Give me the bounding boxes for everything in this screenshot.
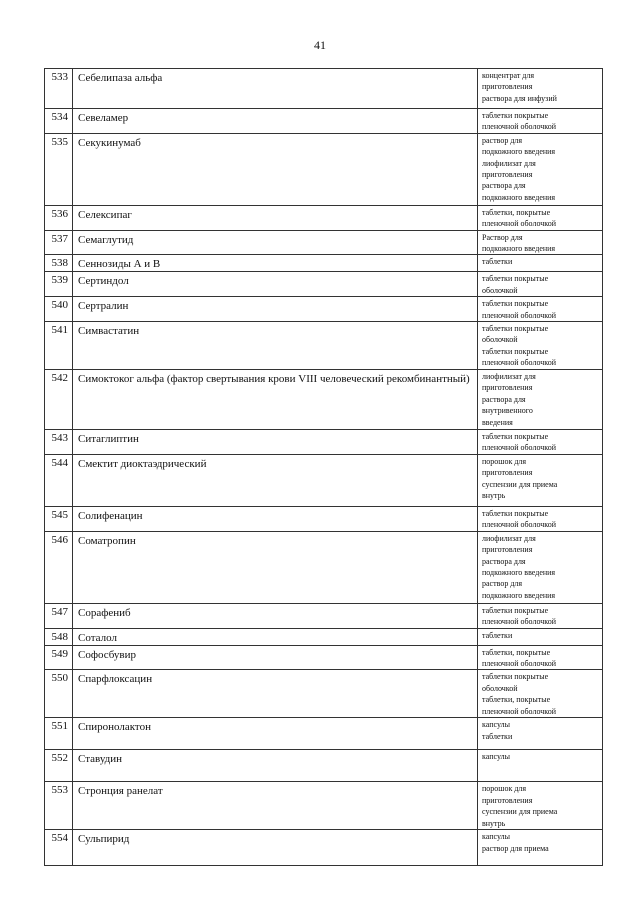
drug-name: Ставудин xyxy=(73,750,478,782)
dosage-form-line: пленочной оболочкой xyxy=(482,122,557,132)
dosage-form-line: пленочной оболочкой xyxy=(482,443,557,453)
row-number: 547 xyxy=(45,603,73,628)
table-row xyxy=(45,645,603,670)
row-number: 542 xyxy=(45,370,73,430)
dosage-form-line: концентрат для xyxy=(482,71,535,80)
dosage-form-line: приготовления xyxy=(482,468,533,478)
row-number: 541 xyxy=(45,322,73,370)
dosage-form-line: таблетки покрытые xyxy=(482,299,549,309)
drug-name: Соматропин xyxy=(73,531,478,603)
table-row xyxy=(45,531,603,603)
dosage-form-line: приготовления xyxy=(482,545,533,555)
dosage-form-line: введения xyxy=(482,417,513,427)
table-row xyxy=(45,603,603,628)
row-number: 544 xyxy=(45,454,73,506)
drug-name: Сеннозиды А и В xyxy=(73,255,478,272)
table-row xyxy=(45,133,603,205)
row-number: 549 xyxy=(45,645,73,670)
dosage-form-line: пленочной оболочкой xyxy=(482,658,557,668)
row-number: 537 xyxy=(45,230,73,255)
dosage-forms xyxy=(478,628,603,645)
dosage-form-line: оболочкой xyxy=(482,683,518,693)
row-number: 551 xyxy=(45,718,73,750)
table-row xyxy=(45,430,603,455)
table-row xyxy=(45,109,603,134)
row-number: 540 xyxy=(45,297,73,322)
row-number: 548 xyxy=(45,628,73,645)
dosage-form-line: пленочной оболочкой xyxy=(482,520,557,530)
row-number: 534 xyxy=(45,109,73,134)
drug-name: Себелипаза альфа xyxy=(73,69,478,109)
drug-name: Сертиндол xyxy=(73,272,478,297)
dosage-form-line: таблетки покрытые xyxy=(482,324,549,334)
row-number: 535 xyxy=(45,133,73,205)
drug-name: Сертралин xyxy=(73,297,478,322)
table-row xyxy=(45,782,603,830)
table-row xyxy=(45,255,603,272)
dosage-form-line: таблетки покрытые xyxy=(482,672,549,682)
dosage-form-line: таблетки, покрытые xyxy=(482,695,551,705)
dosage-form-line: капсулы xyxy=(482,832,510,842)
dosage-forms xyxy=(478,322,603,370)
dosage-form-line: пленочной оболочкой xyxy=(482,219,557,229)
row-number: 536 xyxy=(45,205,73,230)
drug-name: Смектит диоктаэдрический xyxy=(73,454,478,506)
table-row xyxy=(45,670,603,718)
dosage-form-line: капсулы xyxy=(482,720,510,730)
dosage-forms xyxy=(478,603,603,628)
dosage-forms xyxy=(478,750,603,782)
dosage-form-line: таблетки, покрытые xyxy=(482,207,551,217)
dosage-form-line: оболочкой xyxy=(482,285,518,295)
table-row xyxy=(45,750,603,782)
dosage-form-line: Раствор для xyxy=(482,232,523,242)
table-row xyxy=(45,454,603,506)
dosage-forms xyxy=(478,133,603,205)
dosage-form-line: раствора для инфузий xyxy=(482,93,557,103)
table-row xyxy=(45,830,603,866)
dosage-form-line: таблетки xyxy=(482,731,513,741)
dosage-form-line: таблетки xyxy=(482,630,513,640)
dosage-form-line: порошок для xyxy=(482,784,527,794)
row-number: 533 xyxy=(45,69,73,109)
dosage-form-line: приготовления xyxy=(482,82,533,92)
drug-name: Соталол xyxy=(73,628,478,645)
dosage-form-line: раствор для xyxy=(482,579,523,589)
drug-name: Сульпирид xyxy=(73,830,478,866)
dosage-form-line: порошок для xyxy=(482,456,527,466)
drug-name: Сорафениб xyxy=(73,603,478,628)
dosage-form-line: таблетки покрытые xyxy=(482,274,549,284)
dosage-forms xyxy=(478,205,603,230)
dosage-form-line: раствор для xyxy=(482,135,523,145)
row-number: 545 xyxy=(45,506,73,531)
dosage-form-line: пленочной оболочкой xyxy=(482,706,557,716)
dosage-form-line: суспензии для приема xyxy=(482,479,558,489)
dosage-form-line: раствор для приема xyxy=(482,843,549,853)
dosage-form-line: пленочной оболочкой xyxy=(482,310,557,320)
drug-name: Селексипаг xyxy=(73,205,478,230)
dosage-form-line: капсулы xyxy=(482,752,510,762)
drug-name: Секукинумаб xyxy=(73,133,478,205)
dosage-forms xyxy=(478,109,603,134)
dosage-form-line: внутрь xyxy=(482,491,506,501)
drug-name: Симвастатин xyxy=(73,322,478,370)
drug-table xyxy=(44,68,603,866)
dosage-form-line: пленочной оболочкой xyxy=(482,358,557,368)
drug-name: Стронция ранелат xyxy=(73,782,478,830)
dosage-forms xyxy=(478,506,603,531)
dosage-form-line: внутрь xyxy=(482,818,506,828)
dosage-forms xyxy=(478,670,603,718)
drug-name: Спиронолактон xyxy=(73,718,478,750)
table-row xyxy=(45,322,603,370)
drug-name: Севеламер xyxy=(73,109,478,134)
dosage-form-line: лиофилизат для xyxy=(482,158,536,168)
table-row xyxy=(45,69,603,109)
drug-name: Ситаглиптин xyxy=(73,430,478,455)
dosage-forms xyxy=(478,645,603,670)
row-number: 552 xyxy=(45,750,73,782)
dosage-form-line: подкожного введения xyxy=(482,590,556,600)
dosage-form-line: подкожного введения xyxy=(482,192,556,202)
dosage-form-line: таблетки, покрытые xyxy=(482,647,551,657)
dosage-form-line: лиофилизат для xyxy=(482,372,536,382)
dosage-form-line: раствора для xyxy=(482,556,526,566)
page-number: 41 xyxy=(314,38,326,52)
drug-name: Семаглутид xyxy=(73,230,478,255)
dosage-forms xyxy=(478,370,603,430)
dosage-form-line: таблетки покрытые xyxy=(482,508,549,518)
dosage-form-line: подкожного введения xyxy=(482,147,556,157)
dosage-form-line: раствора для xyxy=(482,181,526,191)
dosage-form-line: подкожного введения xyxy=(482,244,556,254)
dosage-form-line: приготовления xyxy=(482,795,533,805)
row-number: 554 xyxy=(45,830,73,866)
row-number: 538 xyxy=(45,255,73,272)
dosage-form-line: приготовления xyxy=(482,170,533,180)
dosage-form-line: пленочной оболочкой xyxy=(482,617,557,627)
row-number: 539 xyxy=(45,272,73,297)
table-row xyxy=(45,205,603,230)
dosage-form-line: подкожного введения xyxy=(482,567,556,577)
dosage-forms xyxy=(478,718,603,750)
dosage-forms xyxy=(478,69,603,109)
dosage-forms xyxy=(478,531,603,603)
drug-name: Спарфлоксацин xyxy=(73,670,478,718)
dosage-form-line: таблетки покрытые xyxy=(482,111,549,120)
dosage-form-line: таблетки покрытые xyxy=(482,432,549,442)
dosage-form-line: раствора для xyxy=(482,394,526,404)
dosage-form-line: внутривенного xyxy=(482,406,533,416)
dosage-forms xyxy=(478,454,603,506)
dosage-form-line: таблетки покрытые xyxy=(482,346,549,356)
drug-name: Солифенацин xyxy=(73,506,478,531)
dosage-form-line: таблетки покрытые xyxy=(482,605,549,615)
dosage-forms xyxy=(478,782,603,830)
table-row xyxy=(45,230,603,255)
drug-name: Софосбувир xyxy=(73,645,478,670)
row-number: 546 xyxy=(45,531,73,603)
dosage-form-line: приготовления xyxy=(482,383,533,393)
row-number: 543 xyxy=(45,430,73,455)
dosage-form-line: суспензии для приема xyxy=(482,807,558,817)
table-row xyxy=(45,628,603,645)
dosage-forms xyxy=(478,230,603,255)
dosage-forms xyxy=(478,830,603,866)
dosage-forms xyxy=(478,430,603,455)
dosage-forms xyxy=(478,255,603,272)
table-row xyxy=(45,718,603,750)
table-row xyxy=(45,272,603,297)
dosage-form-line: таблетки xyxy=(482,257,513,267)
dosage-form-line: лиофилизат для xyxy=(482,533,536,543)
table-row xyxy=(45,297,603,322)
dosage-form-line: оболочкой xyxy=(482,335,518,345)
table-row xyxy=(45,370,603,430)
dosage-forms xyxy=(478,272,603,297)
dosage-forms xyxy=(478,297,603,322)
drug-name: Симоктоког альфа (фактор свертывания крови VIII человеческий рекомбинантный) xyxy=(73,370,478,430)
row-number: 553 xyxy=(45,782,73,830)
table-row xyxy=(45,506,603,531)
row-number: 550 xyxy=(45,670,73,718)
